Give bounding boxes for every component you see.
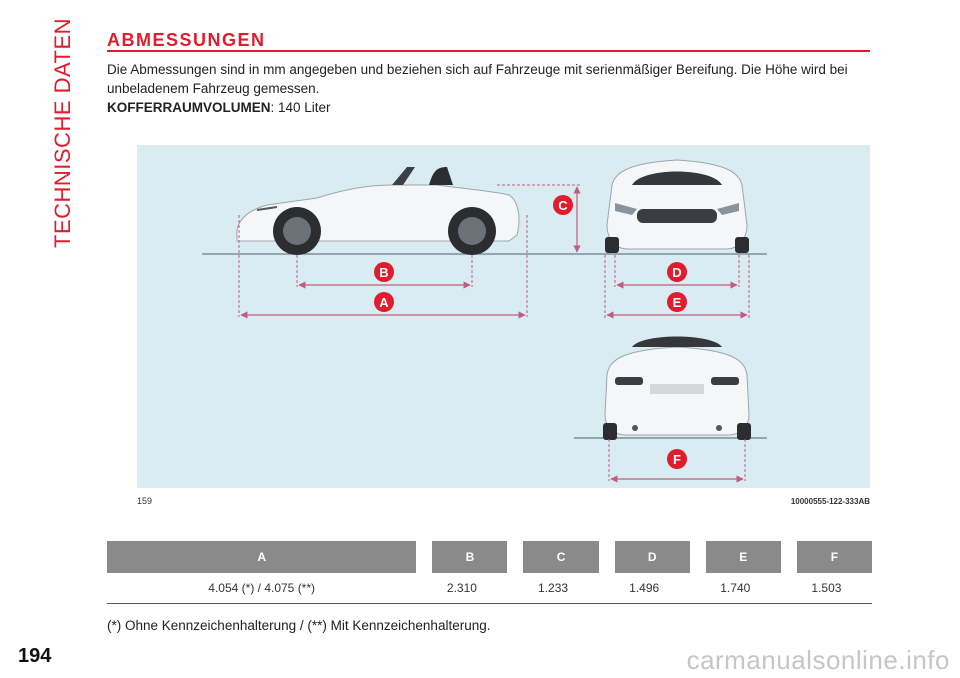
car-front-view bbox=[605, 160, 749, 253]
marker-e bbox=[667, 292, 687, 312]
header-e: E bbox=[690, 541, 781, 573]
svg-text:D: D bbox=[672, 265, 682, 280]
section-heading: ABMESSUNGEN bbox=[107, 30, 266, 50]
svg-text:C: C bbox=[558, 198, 568, 213]
car-side-view bbox=[237, 167, 519, 255]
car-rear-view bbox=[603, 337, 751, 441]
dimensions-table bbox=[107, 541, 872, 604]
header-f: F bbox=[781, 541, 872, 573]
header-c: C bbox=[507, 541, 598, 573]
marker-a bbox=[374, 292, 394, 312]
value-c: 1.233 bbox=[507, 573, 598, 604]
table-row bbox=[107, 573, 872, 604]
intro-paragraph: Die Abmessungen sind in mm angegeben und beziehen sich auf Fahrzeuge mit serienmäßiger Bereifung. Die Höhe wird bei unbeladenem Fahrzeug gemessen. bbox=[107, 62, 848, 96]
header-d: D bbox=[599, 541, 690, 573]
volume-value: : 140 Liter bbox=[270, 100, 331, 115]
header-b: B bbox=[416, 541, 507, 573]
svg-text:E: E bbox=[672, 295, 682, 310]
marker-d bbox=[667, 262, 687, 282]
header-a: A bbox=[107, 541, 416, 573]
marker-f bbox=[667, 449, 687, 469]
marker-c bbox=[553, 195, 573, 215]
value-f: 1.503 bbox=[781, 573, 872, 604]
svg-text:B: B bbox=[379, 265, 389, 280]
heading-rule bbox=[107, 50, 870, 52]
marker-b bbox=[374, 262, 394, 282]
svg-text:F: F bbox=[673, 452, 681, 467]
table-header-row bbox=[107, 541, 872, 573]
watermark: carmanualsonline.info bbox=[686, 645, 950, 675]
footnote: (*) Ohne Kennzeichenhalterung / (**) Mit Kennzeichenhalterung. bbox=[107, 618, 491, 633]
value-e: 1.740 bbox=[690, 573, 781, 604]
dimensions-drawing bbox=[137, 145, 870, 488]
value-b: 2.310 bbox=[416, 573, 507, 604]
value-a: 4.054 (*) / 4.075 (**) bbox=[107, 573, 416, 604]
luggage-volume bbox=[107, 100, 331, 115]
figure-number: 159 bbox=[137, 496, 153, 506]
figure-code: 10000555-122-333AB bbox=[790, 497, 870, 506]
volume-label: KOFFERRAUMVOLUMEN bbox=[107, 100, 271, 115]
svg-text:A: A bbox=[379, 295, 389, 310]
dimensions-figure bbox=[137, 145, 870, 488]
value-d: 1.496 bbox=[599, 573, 690, 604]
side-section-title: TECHNISCHE DATEN bbox=[50, 17, 75, 248]
page-number: 194 bbox=[18, 645, 52, 667]
